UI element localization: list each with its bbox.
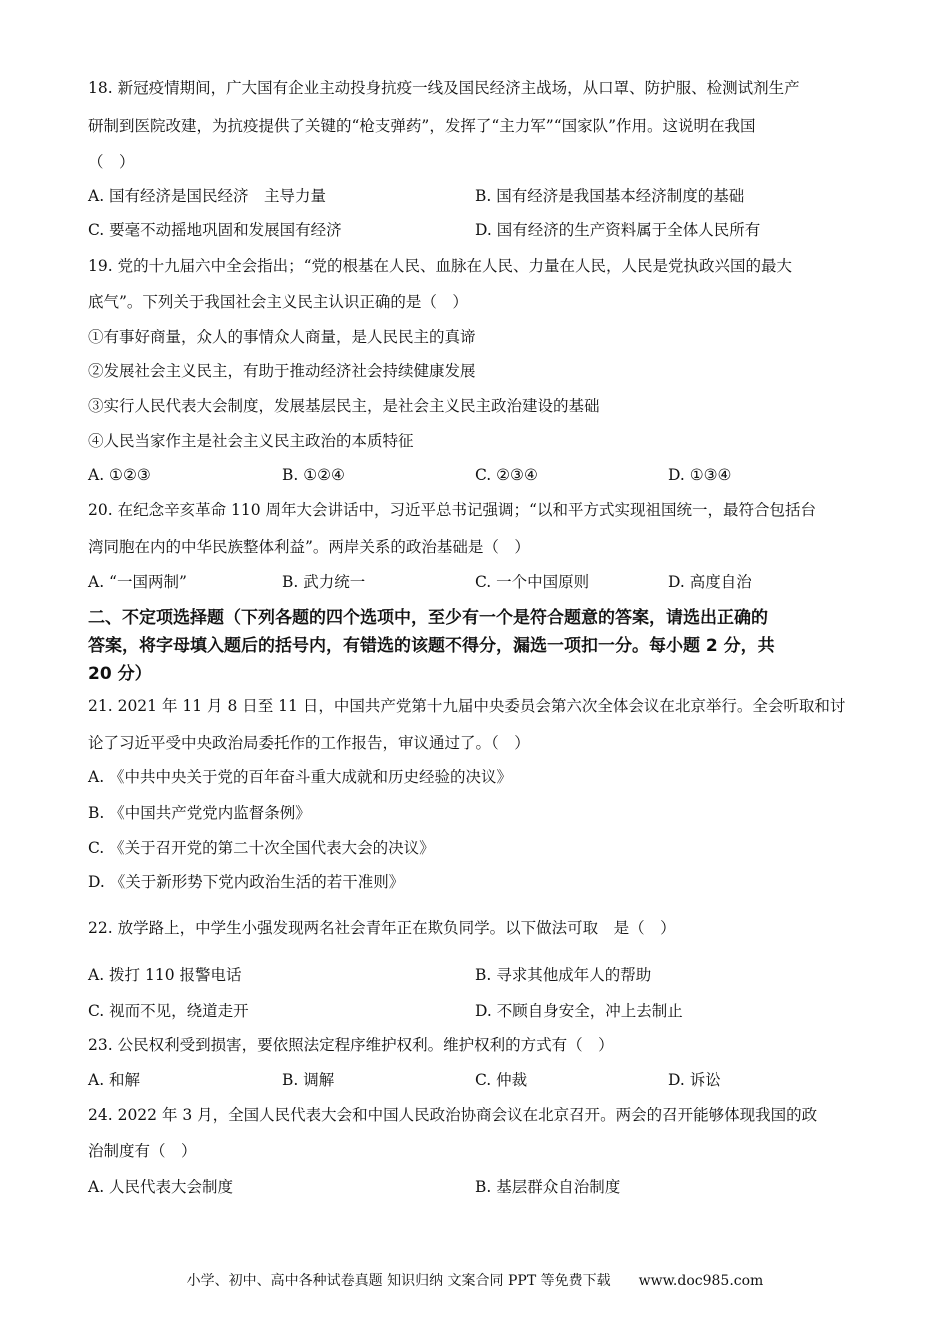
q21-option-c: C. 《关于召开党的第二十次全国代表大会的决议》 — [88, 839, 435, 857]
q23-option-d: D. 诉讼 — [668, 1071, 721, 1089]
q18-option-b: B. 国有经济是我国基本经济制度的基础 — [475, 187, 745, 205]
q22-option-b: B. 寻求其他成年人的帮助 — [475, 966, 652, 984]
q19-item-3: ③实行人民代表大会制度，发展基层民主，是社会主义民主政治建设的基础 — [88, 397, 600, 415]
footer-watermark-text: 小学、初中、高中各种试卷真题 知识归纳 文案合同 PPT 等免费下载 www.doc985.com — [186, 1273, 764, 1289]
q19-item-4: ④人民当家作主是社会主义民主政治的本质特征 — [88, 432, 414, 450]
q19-option-c: C. ②③④ — [475, 466, 538, 484]
q19-line-1: 19. 党的十九届六中全会指出；“党的根基在人民、血脉在人民、力量在人民，人民是党执政兴国的最大 — [88, 257, 793, 275]
q23-option-a: A. 和解 — [88, 1071, 141, 1089]
q22-line-1: 22. 放学路上，中学生小强发现两名社会青年正在欺负同学。以下做法可取 是（ ） — [88, 919, 676, 937]
q20-option-d: D. 高度自治 — [668, 573, 752, 591]
q21-option-a: A. 《中共中央关于党的百年奋斗重大成就和历史经验的决议》 — [88, 768, 513, 786]
q24-line-2: 治制度有（ ） — [88, 1142, 197, 1160]
q20-line-2: 湾同胞在内的中华民族整体利益”。两岸关系的政治基础是（ ） — [88, 538, 530, 556]
q20-option-b: B. 武力统一 — [282, 573, 366, 591]
q20-line-1: 20. 在纪念辛亥革命 110 周年大会讲话中，习近平总书记强调；“以和平方式实现祖国统一，最符合包括台 — [88, 501, 816, 519]
q21-option-d: D. 《关于新形势下党内政治生活的若干准则》 — [88, 873, 405, 891]
q22-option-d: D. 不顾自身安全，冲上去制止 — [475, 1002, 683, 1020]
q22-option-c: C. 视而不见，绕道走开 — [88, 1002, 249, 1020]
q24-option-b: B. 基层群众自治制度 — [475, 1178, 621, 1196]
q21-line-1: 21. 2021 年 11 月 8 日至 11 日，中国共产党第十九届中央委员会第六次全体会议在北京举行。全会听取和讨 — [88, 697, 846, 715]
q24-option-a: A. 人民代表大会制度 — [88, 1178, 234, 1196]
section-2-heading-line-2: 答案，将字母填入题后的括号内，有错选的该题不得分，漏选一项扣一分。每小题 2 分，共 — [88, 636, 775, 656]
q20-option-c: C. 一个中国原则 — [475, 573, 590, 591]
q19-item-2: ②发展社会主义民主，有助于推动经济社会持续健康发展 — [88, 362, 476, 380]
q19-line-2: 底气”。下列关于我国社会主义民主认识正确的是（ ） — [88, 293, 468, 311]
q23-option-b: B. 调解 — [282, 1071, 335, 1089]
q18-line-2: 研制到医院改建，为抗疫提供了关键的“枪支弹药”，发挥了“主力军”“国家队”作用。这说明在我国 — [88, 117, 756, 135]
q18-line-3: （ ） — [88, 153, 135, 171]
q19-option-a: A. ①②③ — [88, 466, 151, 484]
q23-line-1: 23. 公民权利受到损害，要依照法定程序维护权利。维护权利的方式有（ ） — [88, 1036, 614, 1054]
section-2-heading-line-3: 20 分） — [88, 664, 152, 684]
q20-option-a: A. “一国两制” — [88, 573, 187, 591]
q22-option-a: A. 拨打 110 报警电话 — [88, 966, 242, 984]
q19-option-b: B. ①②④ — [282, 466, 345, 484]
q21-option-b: B. 《中国共产党党内监督条例》 — [88, 804, 311, 822]
q23-option-c: C. 仲裁 — [475, 1071, 528, 1089]
q19-item-1: ①有事好商量，众人的事情众人商量，是人民民主的真谛 — [88, 328, 476, 346]
q24-line-1: 24. 2022 年 3 月，全国人民代表大会和中国人民政治协商会议在北京召开。两会的召开能够体现我国的政 — [88, 1106, 818, 1124]
section-2-heading-line-1: 二、不定项选择题（下列各题的四个选项中，至少有一个是符合题意的答案，请选出正确的 — [88, 608, 768, 628]
q18-option-c: C. 要毫不动摇地巩固和发展国有经济 — [88, 221, 342, 239]
q18-option-d: D. 国有经济的生产资料属于全体人民所有 — [475, 221, 761, 239]
q18-line-1: 18. 新冠疫情期间，广大国有企业主动投身抗疫一线及国民经济主战场，从口罩、防护服、检测试剂生产 — [88, 79, 800, 97]
q19-option-d: D. ①③④ — [668, 466, 732, 484]
q18-option-a: A. 国有经济是国民经济 主导力量 — [88, 187, 327, 205]
q21-line-2: 论了习近平受中央政治局委托作的工作报告，审议通过了。（ ） — [88, 734, 530, 752]
